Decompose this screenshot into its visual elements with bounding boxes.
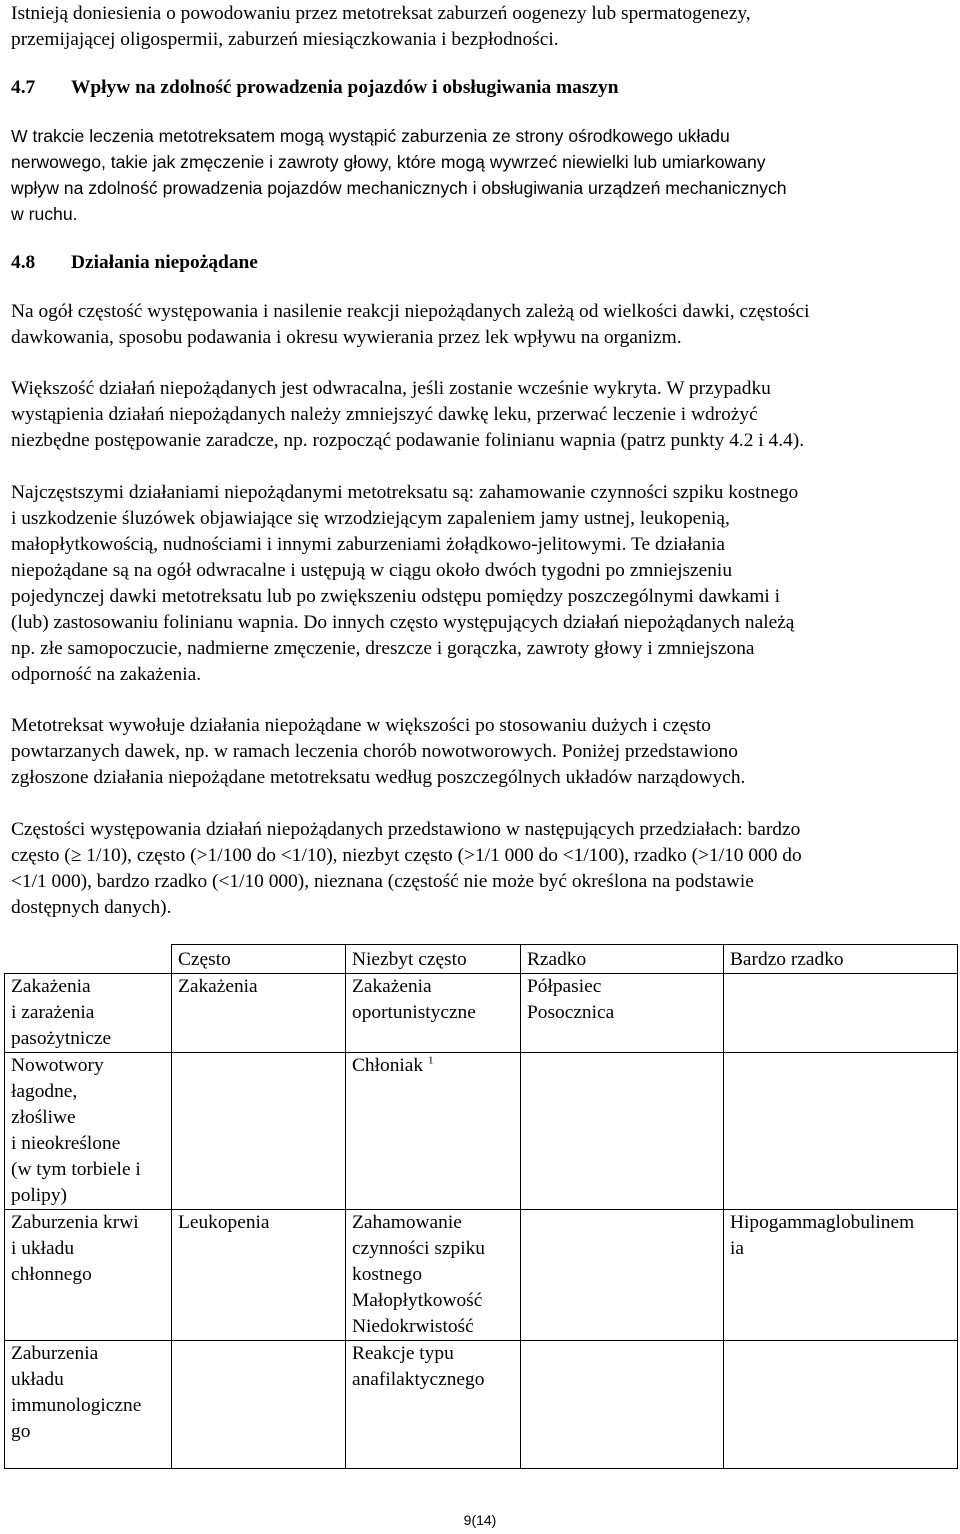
text-line: dawkowania, sposobu podawania i okresu wywierania przez lek wpływu na organizm. — [11, 327, 682, 348]
section-number: 4.7 — [11, 77, 36, 98]
rzadko-cell — [521, 1053, 724, 1210]
text-line: wpływ na zdolność prowadzenia pojazdów mechanicznych i obsługiwania urządzeń mechanicznych — [11, 178, 787, 198]
cell-line: oportunistyczne — [352, 1002, 476, 1023]
czesto-cell — [172, 1210, 346, 1341]
section-4-8-paragraph-4 — [11, 713, 951, 791]
cell-line: złośliwe — [11, 1107, 76, 1128]
cell-line: układu — [11, 1369, 64, 1390]
text-line: zgłoszone działania niepożądane metotreksatu według poszczególnych układów narządowych. — [11, 767, 746, 788]
text-line: (lub) zastosowaniu folinianu wapnia. Do innych często występujących działań niepożądanych należą — [11, 612, 795, 633]
table-row — [5, 1341, 958, 1469]
section-heading-4-7 — [11, 75, 951, 101]
cell-line — [352, 1053, 516, 1079]
text-line: małopłytkowością, nudnościami i innymi zaburzeniami żołądkowo-jelitowymi. Te działania — [11, 534, 725, 555]
table-header-row — [5, 945, 958, 974]
cell-line: Zakażenia — [178, 976, 258, 997]
cell-line: (w tym torbiele i — [11, 1159, 141, 1180]
text-line: W trakcie leczenia metotreksatem mogą wystąpić zaburzenia ze strony ośrodkowego układu — [11, 126, 730, 146]
header-cell-czesto: Często — [172, 945, 346, 974]
cell-line: i nieokreślone — [11, 1133, 121, 1154]
text-line: Istnieją doniesienia o powodowaniu przez metotreksat zaburzeń oogenezy lub spermatogenezy, — [11, 3, 751, 24]
page-number: 9(14) — [463, 1512, 497, 1528]
rzadko-cell — [521, 974, 724, 1053]
text-line: wystąpienia działań niepożądanych należy zmniejszyć dawkę leku, przerwać leczenie i wdrożyć — [11, 404, 758, 425]
text-line: Częstości występowania działań niepożądanych przedstawiono w następujących przedziałach: bardzo — [11, 819, 801, 840]
table-row — [5, 1053, 958, 1210]
cell-line: Zaburzenia — [11, 1343, 99, 1364]
organ-cell — [5, 974, 172, 1053]
rzadko-cell — [521, 1341, 724, 1469]
cell-line: go — [11, 1421, 31, 1442]
cell-line: Małopłytkowość — [352, 1290, 483, 1311]
niezbyt-czesto-cell — [346, 1053, 521, 1210]
bardzo-rzadko-cell — [724, 1053, 958, 1210]
text-line: Na ogół częstość występowania i nasilenie reakcji niepożądanych zależą od wielkości dawki, częstości — [11, 301, 810, 322]
cell-line: kostnego — [352, 1264, 423, 1285]
intro-paragraph — [11, 1, 951, 53]
cell-line: anafilaktycznego — [352, 1369, 485, 1390]
bardzo-rzadko-cell — [724, 1210, 958, 1341]
text-line: pojedynczej dawki metotreksatu lub po zwiększeniu odstępu pomiędzy poszczególnymi dawkami i — [11, 586, 780, 607]
cell-line: Reakcje typu — [352, 1343, 454, 1364]
cell-line: Zakażenia — [352, 976, 432, 997]
bardzo-rzadko-cell — [724, 1341, 958, 1469]
section-4-8-paragraph-5 — [11, 817, 951, 921]
text-line: niezbędne postępowanie zaradcze, np. rozpocząć podawanie folinianu wapnia (patrz punkty 4.2 i 4.4). — [11, 430, 805, 451]
cell-line: pasożytnicze — [11, 1028, 112, 1049]
niezbyt-czesto-cell — [346, 1341, 521, 1469]
header-cell-rzadko: Rzadko — [521, 945, 724, 974]
cell-line: Posocznica — [527, 1002, 615, 1023]
cell-line: i zarażenia — [11, 1002, 95, 1023]
organ-cell — [5, 1341, 172, 1469]
text-line: nerwowego, takie jak zmęczenie i zawroty głowy, które mogą wywrzeć niewielki lub umiarkowany — [11, 152, 766, 172]
text-line: odporność na zakażenia. — [11, 664, 202, 685]
cell-line: Nowotwory — [11, 1055, 104, 1076]
text-line: powtarzanych dawek, np. w ramach leczenia chorób nowotworowych. Poniżej przedstawiono — [11, 741, 738, 762]
bardzo-rzadko-cell — [724, 974, 958, 1053]
cell-line: polipy) — [11, 1185, 68, 1206]
section-4-8-paragraph-3 — [11, 480, 951, 688]
header-cell-organ — [5, 945, 172, 974]
text-line: Najczęstszymi działaniami niepożądanymi metotreksatu są: zahamowanie czynności szpiku kostnego — [11, 482, 799, 503]
organ-cell — [5, 1053, 172, 1210]
section-title: Wpływ na zdolność prowadzenia pojazdów i obsługiwania maszyn — [71, 77, 619, 98]
footnote-marker: 1 — [427, 1054, 434, 1067]
section-4-8-paragraph-1 — [11, 299, 951, 351]
cell-line: Półpasiec — [527, 976, 602, 997]
table-row — [5, 974, 958, 1053]
header-cell-niezbyt-czesto: Niezbyt często — [346, 945, 521, 974]
text-line: <1/1 000), bardzo rzadko (<1/10 000), nieznana (częstość nie może być określona na podstawie — [11, 871, 754, 892]
adverse-reactions-table — [4, 944, 958, 1469]
organ-cell — [5, 1210, 172, 1341]
cell-line: Zaburzenia krwi — [11, 1212, 139, 1233]
table-row — [5, 1210, 958, 1341]
czesto-cell — [172, 1053, 346, 1210]
cell-line: immunologiczne — [11, 1395, 142, 1416]
section-title: Działania niepożądane — [71, 252, 258, 273]
header-cell-bardzo-rzadko: Bardzo rzadko — [724, 945, 958, 974]
cell-line: Zakażenia — [11, 976, 91, 997]
text-line: przemijającej oligospermii, zaburzeń miesiączkowania i bezpłodności. — [11, 29, 559, 50]
text-line: niepożądane są na ogół odwracalne i ustępują w ciągu około dwóch tygodni po zmniejszeniu — [11, 560, 733, 581]
niezbyt-czesto-cell — [346, 1210, 521, 1341]
cell-line: czynności szpiku — [352, 1238, 486, 1259]
niezbyt-czesto-cell — [346, 974, 521, 1053]
czesto-cell — [172, 1341, 346, 1469]
cell-line: ia — [730, 1238, 744, 1259]
cell-line: łagodne, — [11, 1081, 78, 1102]
cell-line: Leukopenia — [178, 1212, 270, 1233]
cell-line: i układu — [11, 1238, 75, 1259]
section-4-7-paragraph — [11, 123, 951, 227]
cell-line: Zahamowanie — [352, 1212, 462, 1233]
section-heading-4-8 — [11, 250, 951, 276]
section-number: 4.8 — [11, 252, 36, 273]
text-line: Metotreksat wywołuje działania niepożądane w większości po stosowaniu dużych i często — [11, 715, 712, 736]
text-line: Większość działań niepożądanych jest odwracalna, jeśli zostanie wcześnie wykryta. W przypadku — [11, 378, 771, 399]
text-line: i uszkodzenie śluzówek objawiające się wrzodziejącym zapaleniem jamy ustnej, leukopenią, — [11, 508, 730, 529]
cell-line: Niedokrwistość — [352, 1316, 474, 1337]
czesto-cell — [172, 974, 346, 1053]
cell-line: chłonnego — [11, 1264, 92, 1285]
rzadko-cell — [521, 1210, 724, 1341]
cell-line: Hipogammaglobulinem — [730, 1212, 915, 1233]
cell-text: Chłoniak — [352, 1055, 424, 1076]
text-line: w ruchu. — [11, 204, 78, 224]
text-line: często (≥ 1/10), często (>1/100 do <1/10), niezbyt często (>1/1 000 do <1/100), rzadko (>1/10 000 do — [11, 845, 802, 866]
text-line: dostępnych danych). — [11, 897, 172, 918]
text-line: np. złe samopoczucie, nadmierne zmęczenie, dreszcze i gorączka, zawroty głowy i zmniejszona — [11, 638, 755, 659]
section-4-8-paragraph-2 — [11, 376, 951, 454]
